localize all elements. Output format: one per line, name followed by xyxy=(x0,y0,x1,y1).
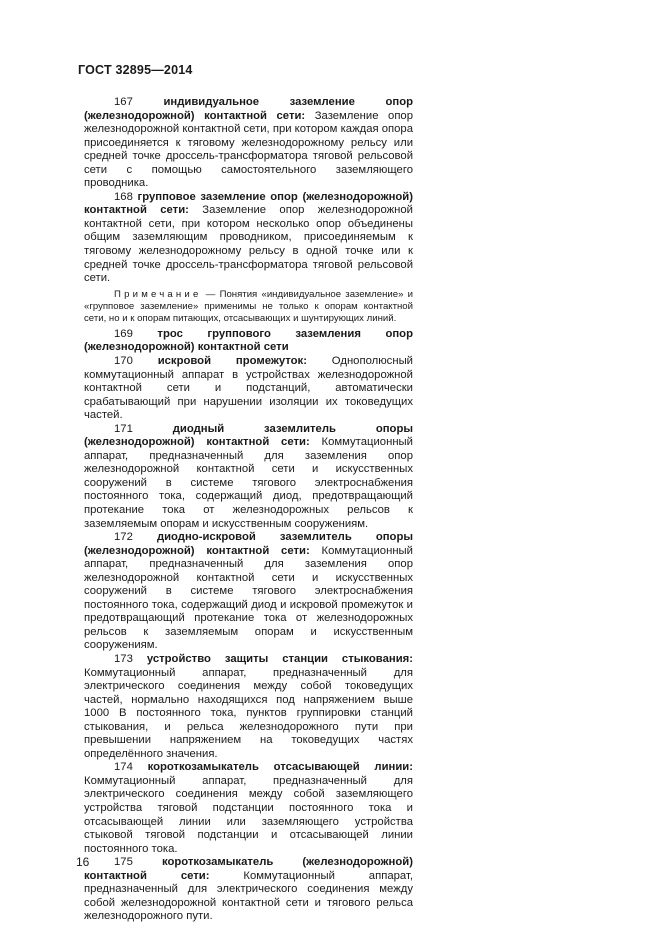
page-number: 16 xyxy=(76,855,90,869)
term-entry-173 xyxy=(84,653,413,761)
term-entry-175 xyxy=(84,856,413,924)
term-entry-170 xyxy=(84,355,413,423)
term-title: короткозамыкатель (железнодорожной) контактной сети: xyxy=(84,856,413,882)
term-number: 174 xyxy=(114,761,133,774)
term-definition: Коммутационный аппарат, предназначенный для заземления опор железнодорожной контактной сети и искусственных сооружений в системе тягового электроснабжения постоянного тока, содержащий диод, предотвращающий протекание тока от железнодорожных рельсов к заземляемым опорам и искусственным сооружениям. xyxy=(84,436,413,530)
note-label: Примечание xyxy=(114,288,202,300)
term-entry-172 xyxy=(84,531,413,653)
term-definition: Коммутационный аппарат, предназначенный для электрического соединения между собой заземляющего устройства тяговой подстанции постоянного тока и отсасывающей линии или заземляющего устройства стыковой тяговой подстанции и отсасывающей линии постоянного тока. xyxy=(84,774,413,855)
term-entry-167 xyxy=(84,96,413,191)
term-definition: Заземление опор железнодорожной контактной сети, при котором несколько опор объединены общим заземляющим проводником, присоединяемым к тяговому железнодорожному рельсу в одной точке или к средней точке дроссель-трансформатора тяговой рельсовой сети. xyxy=(84,204,413,285)
term-title: диодно-искровой заземлитель опоры (железнодорожной) контактной сети: xyxy=(84,531,414,557)
term-title: индивидуальное заземление опор (железнодорожной) контактной сети: xyxy=(84,96,413,122)
term-number: 168 xyxy=(114,190,133,203)
note xyxy=(84,289,413,326)
term-title: устройство защиты станции стыкования: xyxy=(146,653,413,665)
term-number: 172 xyxy=(114,531,133,544)
terms-column xyxy=(84,96,413,924)
term-number: 173 xyxy=(114,653,133,665)
term-title: диодный заземлитель опоры (железнодорожной) контактной сети: xyxy=(84,422,413,449)
term-entry-168 xyxy=(84,191,413,286)
term-number: 169 xyxy=(114,327,133,340)
term-definition: Коммутационный аппарат, предназначенный для заземления опор железнодорожной контактной сети и искусственных сооружений в системе тягового электроснабжения постоянного тока, содержащий диод и искровой промежуток и предотвращающий протекание тока от железнодорожных рельсов к заземляемым опорам и искусственным сооружениям. xyxy=(84,544,413,652)
term-definition: Коммутационный аппарат, предназначенный для электрического соединения между собой токоведущих частей, нормально находящихся под напряжением выше 1000 В постоянного тока, пунктов группировки станций стыкования, и рельса железнодорожного пути при превышении напряжением на токоведущих частях определённого значения. xyxy=(84,666,413,760)
document-header: ГОСТ 32895—2014 xyxy=(78,63,193,77)
term-definition: Заземление опор железнодорожной контактной сети, при котором каждая опора присоединяется к тяговому железнодорожному рельсу или средней точке дроссель-трансформатора тяговой рельсовой сети с помощью самостоятельного заземляющего проводника. xyxy=(84,109,413,190)
term-number: 171 xyxy=(114,422,133,435)
note-text: — Понятия «индивидуальное заземление» и «групповое заземление» применимы не только к опорам контактной сети, но и к опорам питающих, отсасывающих и шунтирующих линий. xyxy=(84,288,413,325)
term-title: групповое заземление опор (железнодорожной) контактной сети: xyxy=(84,190,414,217)
term-entry-171 xyxy=(84,423,413,531)
term-definition: Однополюсный коммутационный аппарат в устройствах железнодорожной контактной сети и подстанций, автоматически срабатывающий при нарушении изоляции их токоведущих частей. xyxy=(84,354,413,422)
term-number: 175 xyxy=(114,856,133,869)
term-title: трос группового заземления опор (железнодорожной) контактной сети xyxy=(84,327,413,354)
term-title: короткозамыкатель отсасывающей линии: xyxy=(147,761,414,774)
term-entry-174 xyxy=(84,761,413,856)
term-definition: Коммутационный аппарат, предназначенный для электрического соединения между собой железнодорожной контактной сети и тягового рельса железнодорожного пути. xyxy=(84,869,413,923)
term-entry-169 xyxy=(84,328,413,355)
term-number: 170 xyxy=(114,354,133,367)
term-number: 167 xyxy=(114,96,133,108)
term-title: искровой промежуток: xyxy=(157,354,307,367)
